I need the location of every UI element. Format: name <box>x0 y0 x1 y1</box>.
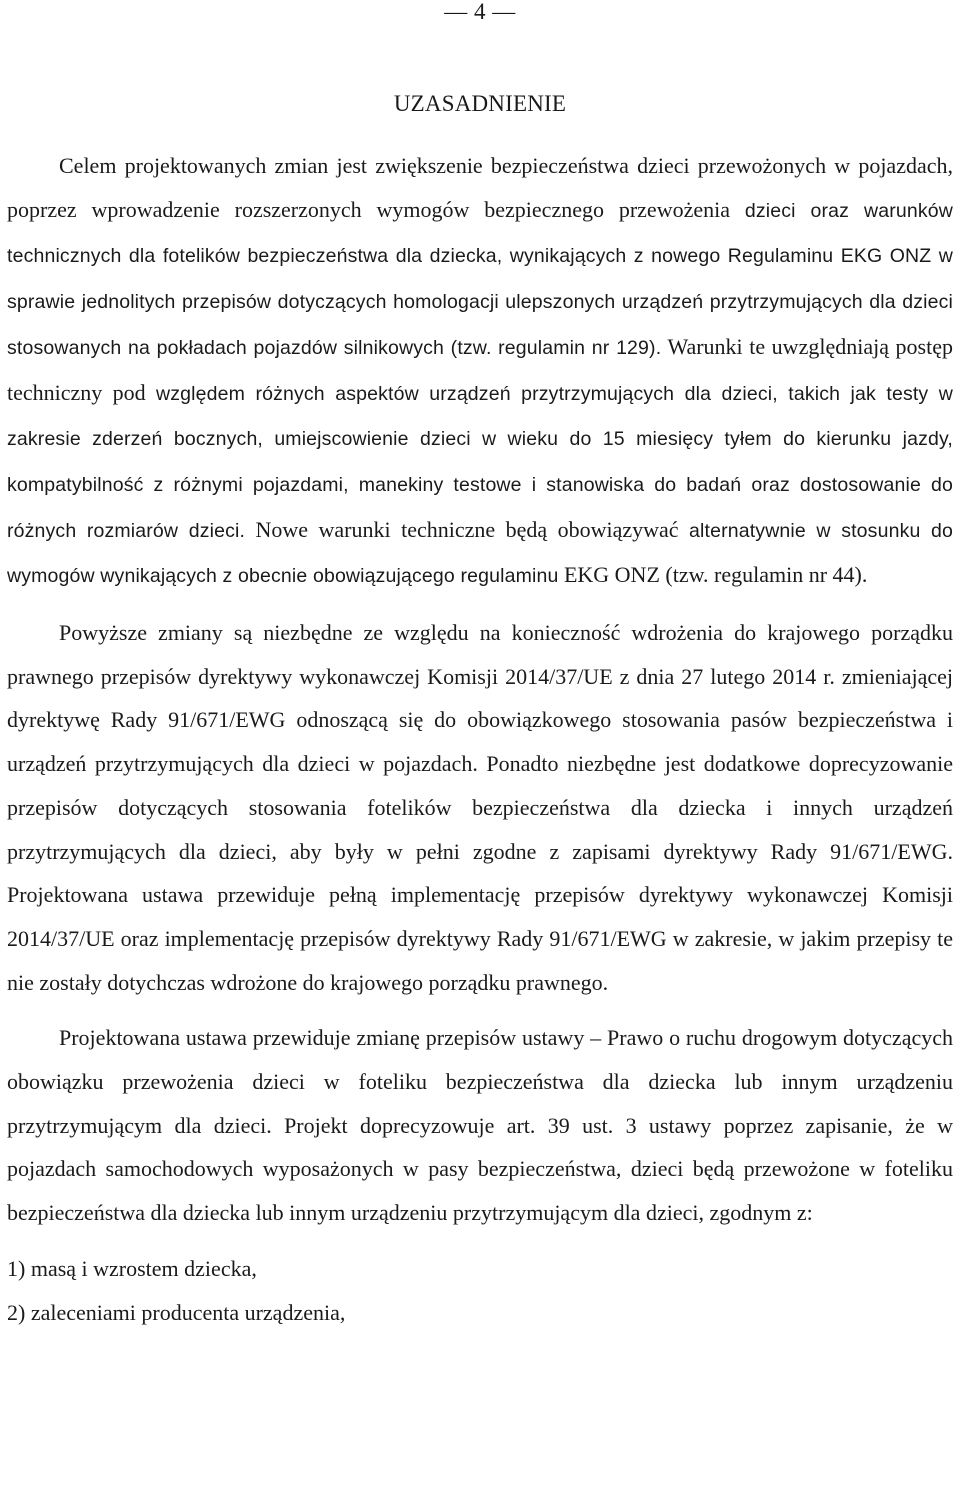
list-item: 1) masą i wzrostem dziecka, <box>7 1255 257 1281</box>
page-number: — 4 — <box>444 0 516 24</box>
paragraph-3 <box>7 1016 953 1235</box>
paragraph-1-segment-3: Warunki te uwzględniają postęp techniczny pod <box>7 333 953 405</box>
paragraph-2 <box>7 611 953 1004</box>
paragraph-1 <box>7 144 953 599</box>
list-item: 2) zaleceniami producenta urządzenia, <box>7 1299 346 1325</box>
paragraph-1-segment-1: Celem projektowanych zmian jest zwiększenie bezpieczeństwa dzieci przewożonych w pojazdach, poprzez wprowadzenie rozszerzonych wymogów bezpiecznego przewożenia <box>7 153 953 222</box>
conditions-list <box>7 1247 953 1335</box>
paragraph-1-segment-6: alternatywnie w stosunku do wymogów wynikających z obecnie obowiązującego regulaminu <box>7 519 953 588</box>
paragraph-1-segment-7: EKG ONZ (tzw. regulamin nr 44). <box>558 562 868 588</box>
paragraph-1-segment-5: Nowe warunki techniczne będą obowiązywać <box>245 516 690 542</box>
document-body <box>7 144 953 1335</box>
paragraph-2-segment-1: Powyższe zmiany są niezbędne ze względu na konieczność wdrożenia do krajowego porządku prawnego przepisów dyrektywy wykonawczej Komisji 2014/37/UE z dnia 27 lutego 2014 r. zmieniającej dyrektywę Rady 91/671/EWG odnoszącą się do obowiązkowego stosowania pasów bezpieczeństwa i urządzeń przytrzymujących dla dzieci w pojazdach. Ponadto niezbędne jest dodatkowe doprecyzowanie przepisów dotyczących stosowania fotelików bezpieczeństwa dla dziecka i innych urządzeń przytrzymujących dla dzieci, aby były w pełni zgodne z zapisami dyrektywy Rady 91/671/EWG. Projektowana ustawa przewiduje pełną implementację przepisów dyrektywy wykonawczej Komisji 2014/37/UE oraz implementację przepisów dyrektywy Rady 91/671/EWG w zakresie, w jakim przepisy te nie zostały dotychczas wdrożone do krajowego porządku prawnego. <box>7 620 953 995</box>
document-heading: UZASADNIENIE <box>393 91 567 116</box>
paragraph-1-segment-2: dzieci oraz warunków technicznych dla fotelików bezpieczeństwa dla dziecka, wynikających z nowego Regulaminu EKG ONZ w sprawie jednolitych przepisów dotyczących homologacji ulepszonych urządzeń przytrzymujących dla dzieci stosowanych na pokładach pojazdów silnikowych (tzw. regulamin nr 129). <box>7 199 953 359</box>
paragraph-1-segment-4: względem różnych aspektów urządzeń przytrzymujących dla dzieci, takich jak testy w zakresie zderzeń bocznych, umiejscowienie dzieci w wieku do 15 miesięcy tyłem do kierunku jazdy, kompatybilność z różnymi pojazdami, manekiny testowe i stanowiska do badań oraz dostosowanie do różnych rozmiarów dzieci. <box>7 382 953 542</box>
paragraph-3-segment-1: Projektowana ustawa przewiduje zmianę przepisów ustawy – Prawo o ruchu drogowym dotyczących obowiązku przewożenia dzieci w foteliku bezpieczeństwa dla dziecka lub innym urządzeniu przytrzymującym dla dzieci. Projekt doprecyzowuje art. 39 ust. 3 ustawy poprzez zapisanie, że w pojazdach samochodowych wyposażonych w pasy bezpieczeństwa, dzieci będą przewożone w foteliku bezpieczeństwa dla dziecka lub innym urządzeniu przytrzymującym dla dzieci, zgodnym z: <box>7 1025 953 1226</box>
